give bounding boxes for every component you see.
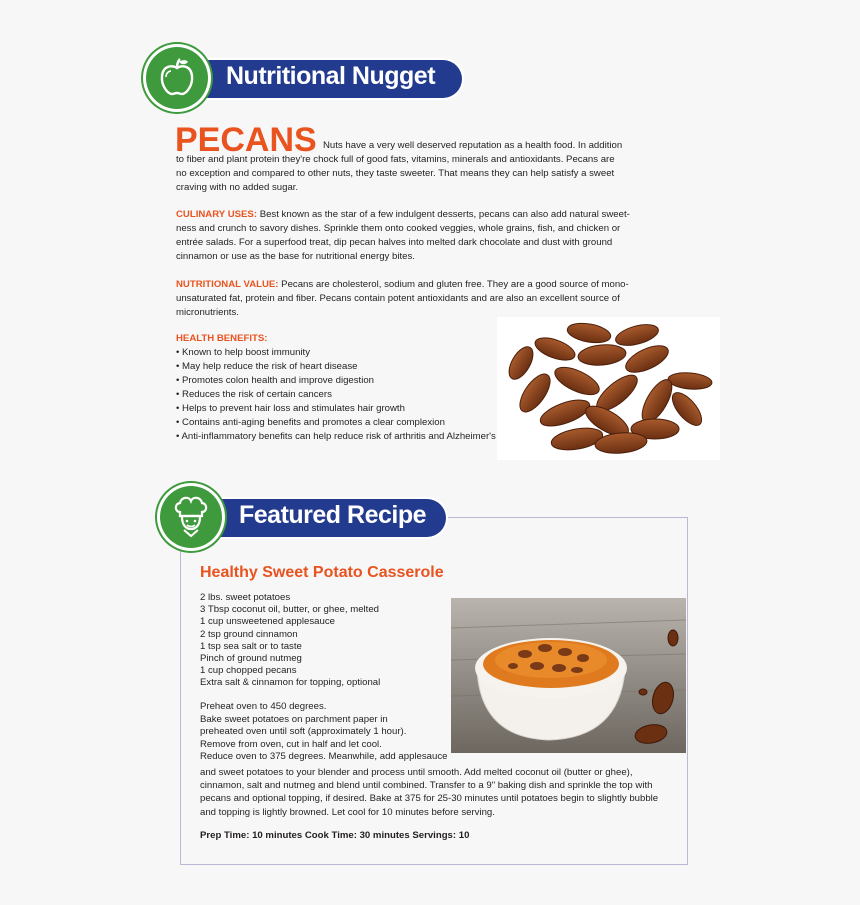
casserole-image xyxy=(451,598,686,753)
health-benefits-label: HEALTH BENEFITS: xyxy=(176,333,268,344)
intro-paragraph: to fiber and plant protein they're chock full of good fats, vitamins, minerals and antioxidants. Pecans are no exception and compared to other nuts, they taste sweeter. That means they can help satisfy a sweet craving with no added sugar. xyxy=(176,154,615,193)
list-item: 1 cup chopped pecans xyxy=(200,665,297,677)
list-item: • Anti-inflammatory benefits can help reduce risk of arthritis and Alzheimer's xyxy=(176,431,496,442)
list-item: • Reduces the risk of certain cancers xyxy=(176,389,332,400)
recipe-times: Prep Time: 10 minutes Cook Time: 30 minutes Servings: 10 xyxy=(200,830,470,841)
culinary-uses-label: CULINARY USES: xyxy=(176,209,258,220)
nutritional-value-paragraph: NUTRITIONAL VALUE: Pecans are cholesterol, sodium and gluten free. They are a good source of mono- unsaturated fat, protein and fiber. Pecans contain potent antioxidants and are also an excellent source of micronutrients. xyxy=(176,279,629,318)
nutritional-nugget-title: Nutritional Nugget xyxy=(226,62,436,90)
steps-narrow: Preheat oven to 450 degrees. Bake sweet potatoes on parchment paper in preheated oven until soft (approximately 1 hour). Remove from oven, cut in half and let cool. Reduce oven to 375 degrees. Meanwhile, add applesauce xyxy=(200,701,448,763)
list-item: • Known to help boost immunity xyxy=(176,347,311,358)
list-item: • Helps to prevent hair loss and stimulates hair growth xyxy=(176,403,405,414)
list-item: 2 lbs. sweet potatoes xyxy=(200,592,291,603)
list-item: • Promotes colon health and improve digestion xyxy=(176,375,375,386)
chef-icon xyxy=(160,486,222,548)
list-item: Pinch of ground nutmeg xyxy=(200,653,302,665)
pecans-image xyxy=(497,317,720,460)
culinary-uses-paragraph: CULINARY USES: Best known as the star of a few indulgent desserts, pecans can also add natural sweet- ness and crunch to savory dishes. Sprinkle them onto cooked veggies, whole grains, fish, and chicken or entrée salads. For a superfood treat, dip pecan halves into melted dark chocolate and dust with ground cinnamon or use as the base for nutritional energy bites. xyxy=(176,209,630,262)
list-item: 1 tsp sea salt or to taste xyxy=(200,640,302,652)
list-item: Extra salt & cinnamon for topping, optional xyxy=(200,677,381,689)
ingredients-list xyxy=(200,592,380,690)
pecans-illustration xyxy=(497,317,720,460)
list-item: 2 tsp ground cinnamon xyxy=(200,628,298,640)
list-item: 1 cup unsweetened applesauce xyxy=(200,616,335,628)
list-item: • Contains anti-aging benefits and promotes a clear complexion xyxy=(176,417,445,428)
list-item: • May help reduce the risk of heart disease xyxy=(176,361,358,372)
casserole-illustration xyxy=(451,598,686,753)
intro-first-line: Nuts have a very well deserved reputation as a health food. In addition xyxy=(323,140,623,151)
health-benefits-list xyxy=(176,332,496,444)
nutritional-value-label: NUTRITIONAL VALUE: xyxy=(176,279,279,290)
featured-recipe-title: Featured Recipe xyxy=(239,501,427,529)
pecans-heading: PECANS xyxy=(175,121,317,159)
steps-wide: and sweet potatoes to your blender and process until smooth. Add melted coconut oil (butter or ghee), cinnamon, salt and nutmeg and blend until combined. Transfer to a 9" baking dish and sprinkle the top with pecans and optional topping, if desired. Bake at 375 for 25-30 minutes until potatoes begin to slightly bubble and topping is lightly browned. Let cool for 10 minutes before serving. xyxy=(200,767,659,818)
chef-badge xyxy=(160,486,222,548)
recipe-title: Healthy Sweet Potato Casserole xyxy=(200,564,444,581)
apple-icon xyxy=(146,47,208,109)
list-item: 3 Tbsp coconut oil, butter, or ghee, melted xyxy=(200,604,380,616)
apple-badge xyxy=(146,47,208,109)
